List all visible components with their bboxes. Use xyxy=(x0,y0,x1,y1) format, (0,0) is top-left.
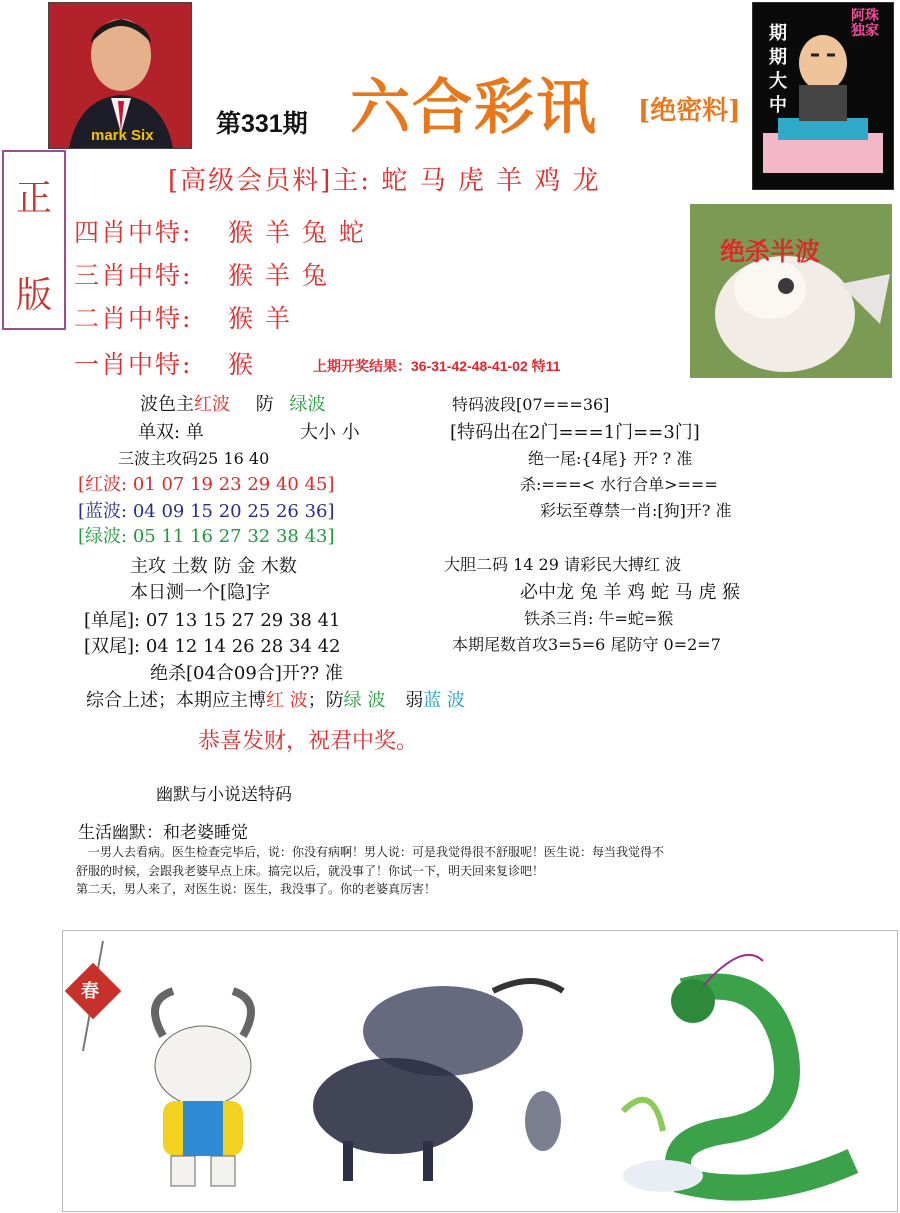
page-title: 六合彩讯 xyxy=(350,73,598,143)
wave-main-prefix: 波色主 xyxy=(140,394,194,415)
summary-green: 绿 波 xyxy=(343,690,386,711)
pick-3-value: 猴 羊 兔 xyxy=(228,261,329,290)
pick-3-label: 三肖中特: xyxy=(74,261,193,290)
pick-2-label: 二肖中特: xyxy=(74,304,193,333)
tail-attack: 本期尾数首攻3=5=6 尾防守 0=2=7 xyxy=(452,635,721,654)
cat-caption: 绝杀半波 xyxy=(720,237,821,266)
buffalo-illustration xyxy=(313,981,563,1181)
red-wave-numbers: 01 07 19 23 29 40 45] xyxy=(132,474,335,495)
big-small: 大小 小 xyxy=(300,422,360,443)
goat-lantern-char: 春 xyxy=(81,981,99,1002)
bold-two: 大胆二码 14 29 请彩民大搏红 波 xyxy=(444,555,682,574)
badge-text-4: 中 xyxy=(769,95,787,116)
humor-line-2: 舒服的时候，会跟我老婆早点上床。搞完以后，就没事了！你试一下，明天回来复诊吧！ xyxy=(76,864,545,878)
one-tail: 绝一尾:{4尾} 开? ? 准 xyxy=(528,449,693,468)
summary-text-1: 综合上述；本期应主博 xyxy=(86,690,266,711)
badge-text-3: 大 xyxy=(769,71,787,92)
blue-wave-label: [蓝波: xyxy=(78,501,128,522)
cat-image xyxy=(690,204,892,378)
odd-tail: [单尾]: 07 13 15 27 29 38 41 xyxy=(84,610,341,631)
main-attack: 主攻 土数 防 金 木数 xyxy=(130,556,297,577)
wave-main-color: 红波 xyxy=(194,394,230,415)
wave-guard-color: 绿波 xyxy=(289,394,326,415)
pick-4-value: 猴 羊 兔 蛇 xyxy=(228,218,366,247)
blue-wave-numbers: 04 09 15 20 25 26 36] xyxy=(132,501,335,522)
wave-guard-prefix: 防 xyxy=(255,394,274,415)
member-picks: [高级会员料]主: 蛇 马 虎 羊 鸡 龙 xyxy=(168,166,601,196)
green-wave-numbers: 05 11 16 27 32 38 43] xyxy=(132,526,335,547)
segment: 特码波段[07===36] xyxy=(452,395,610,414)
red-wave-label: [红波: xyxy=(78,474,128,495)
iron-kill: 铁杀三肖: 牛=蛇=猴 xyxy=(524,609,674,628)
pick-2-value: 猴 羊 xyxy=(228,304,292,333)
stamp-char-ban: 版 xyxy=(15,275,52,316)
badge-tag: 阿珠独家 xyxy=(851,8,879,39)
summary-red: 红 波 xyxy=(266,690,308,711)
page-subtitle: [绝密料] xyxy=(638,96,741,126)
host-photo xyxy=(48,2,192,149)
red-wave-row xyxy=(78,470,335,496)
green-wave-label: [绿波: xyxy=(78,526,128,547)
kill-combo: 绝杀[04合09合]开?? 准 xyxy=(150,663,343,684)
humor-title: 生活幽默：和老婆睡觉 xyxy=(78,823,248,843)
pick-1-value: 猴 xyxy=(228,350,256,379)
summary-blue: 蓝 波 xyxy=(423,690,465,711)
kill-element: 杀:===< 水行合单>=== xyxy=(520,475,718,494)
green-wave-row xyxy=(78,522,335,548)
summary-text-3: 弱 xyxy=(405,690,424,711)
authentic-stamp xyxy=(2,150,66,330)
lucky-badge-image xyxy=(752,2,894,190)
door: [特码出在2门===1门==3门] xyxy=(450,422,700,443)
forbidden-zodiac: 彩坛至尊禁一肖:[狗]开? 准 xyxy=(540,501,732,520)
must-hit: 必中龙 兔 羊 鸡 蛇 马 虎 猴 xyxy=(520,582,741,603)
zodiac-banner xyxy=(62,930,898,1212)
issue-number: 第331期 xyxy=(216,110,308,138)
dragon-illustration xyxy=(623,955,853,1192)
blue-wave-row xyxy=(78,497,335,523)
humor-line-3: 第二天，男人来了，对医生说：医生，我没事了。你的老婆真厉害！ xyxy=(76,882,437,896)
pick-4-label: 四肖中特: xyxy=(74,218,193,247)
last-result: 上期开奖结果：36-31-42-48-41-02 特11 xyxy=(313,358,561,374)
hidden-char: 本日测一个[隐]字 xyxy=(130,582,271,603)
odd-even: 单双: 单 xyxy=(138,422,204,443)
badge-text-2: 期 xyxy=(769,47,787,68)
summary-text-2: ；防 xyxy=(307,690,344,711)
humor-line-1: 一男人去看病。医生检查完毕后，说：你没有病啊！男人说：可是我觉得很不舒服呢！医生说：每当我觉得不 xyxy=(88,845,665,859)
even-tail: [双尾]: 04 12 14 26 28 34 42 xyxy=(84,636,341,657)
humor-heading: 幽默与小说送特码 xyxy=(156,785,292,805)
wave-main xyxy=(140,390,325,416)
logo-text: mark Six xyxy=(91,127,154,144)
congrats: 恭喜发财，祝君中奖。 xyxy=(198,729,419,754)
stamp-char-zheng: 正 xyxy=(15,178,52,219)
summary xyxy=(86,686,465,712)
pick-1-label: 一肖中特: xyxy=(74,350,193,379)
badge-text-1: 期 xyxy=(769,23,787,44)
three-wave: 三波主攻码25 16 40 xyxy=(118,449,270,468)
